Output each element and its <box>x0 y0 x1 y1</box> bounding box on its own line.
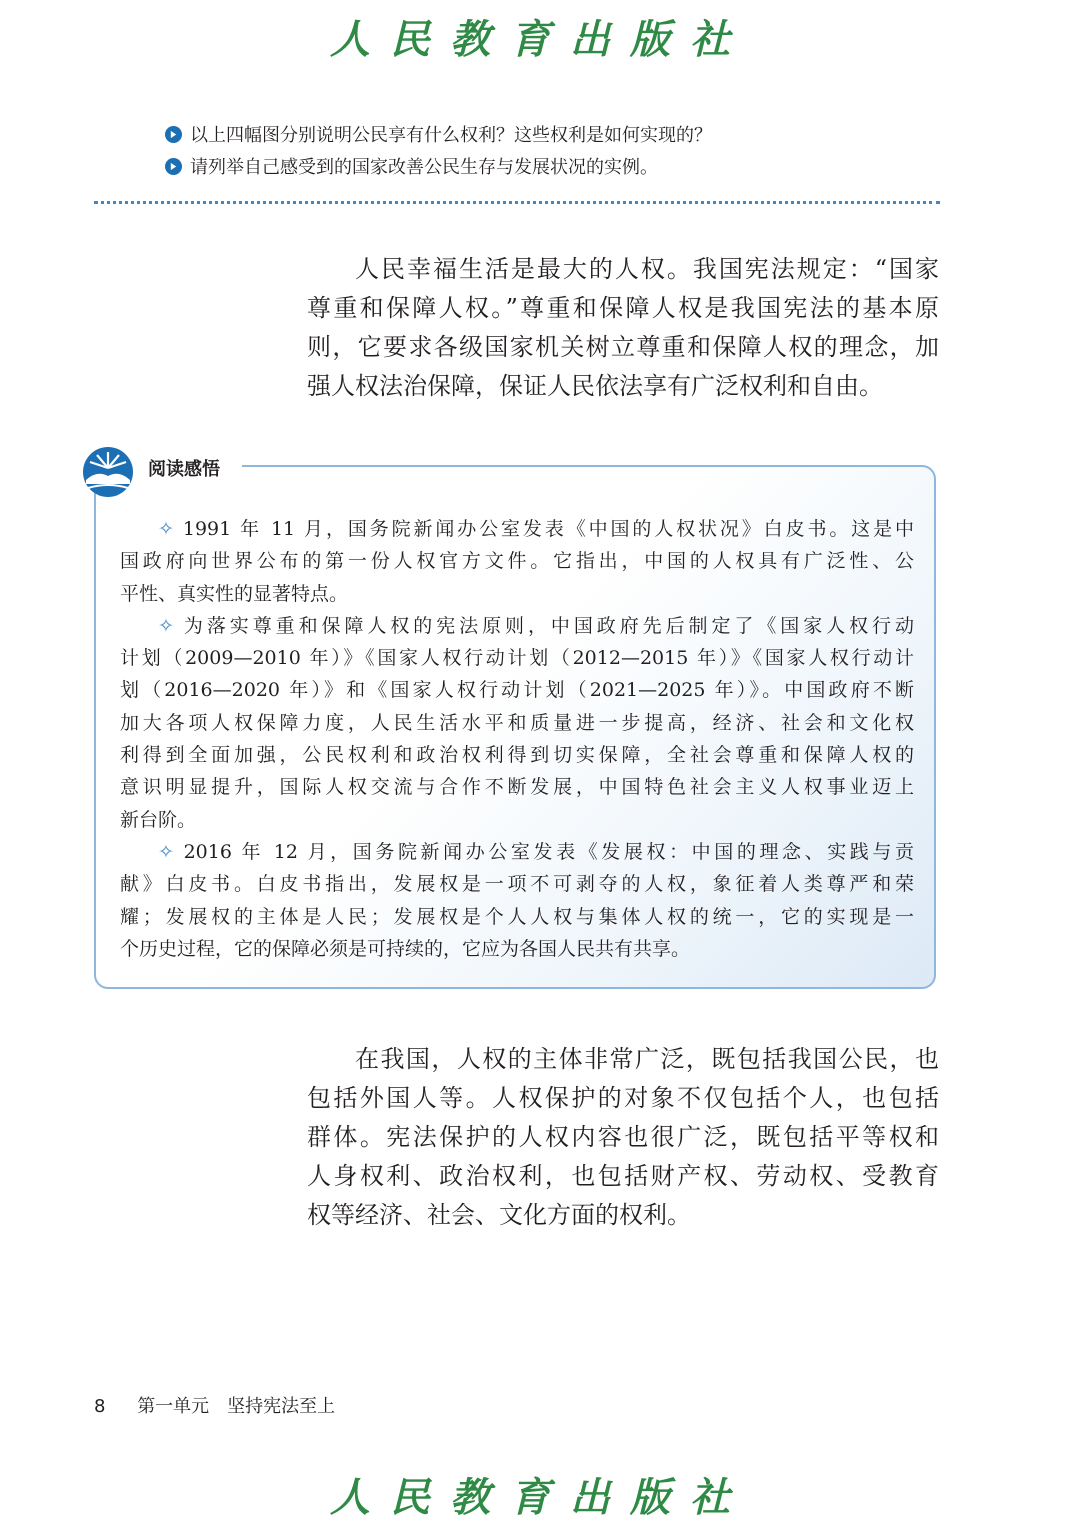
reading-line: ✧ 为落实尊重和保障人权的宪法原则，中国政府先后制定了《国家人权行动 <box>158 614 914 637</box>
arrow-right-icon <box>165 158 182 175</box>
diamond-icon: ✧ <box>158 518 174 540</box>
publisher-header: 人民教育出版社 <box>330 16 750 63</box>
page-number: 8 <box>94 1396 106 1417</box>
question-text: 请列举自己感受到的国家改善公民生存与发展状况的实例。 <box>190 157 658 178</box>
text-line: 包括外国人等。人权保护的对象不仅包括个人，也包括 <box>307 1084 939 1112</box>
arrow-right-icon <box>165 126 182 143</box>
reading-line: 利得到全面加强，公民权利和政治权利得到切实保障，全社会尊重和保障人权的 <box>120 744 914 767</box>
reading-line: 耀；发展权的主体是人民；发展权是个人人权与集体人权的统一，它的实现是一 <box>120 905 914 928</box>
diamond-icon: ✧ <box>158 614 174 637</box>
question-item <box>165 118 955 150</box>
text-line: 群体。宪法保护的人权内容也很广泛，既包括平等权和 <box>307 1123 939 1151</box>
reading-line: 个历史过程，它的保障必须是可持续的，它应为各国人民共有共享。 <box>120 937 691 960</box>
text-line: 在我国，人权的主体非常广泛，既包括我国公民，也 <box>355 1045 939 1073</box>
diamond-icon: ✧ <box>158 840 174 863</box>
text-line: 人民幸福生活是最大的人权。我国宪法规定：“国家 <box>355 255 939 283</box>
text-line: 人身权利、政治权利，也包括财产权、劳动权、受教育 <box>307 1162 939 1190</box>
body-paragraph-rights-scope <box>307 1040 939 1235</box>
text-line: 则，它要求各级国家机关树立尊重和保障人权的理念，加 <box>307 333 939 361</box>
reading-line: 加大各项人权保障力度，人民生活水平和质量进一步提高，经济、社会和文化权 <box>120 711 914 734</box>
question-item <box>165 150 955 182</box>
unit-title: 第一单元 坚持宪法至上 <box>137 1396 336 1417</box>
text-line: 强人权法治保障，保证人民依法享有广泛权利和自由。 <box>307 372 883 400</box>
dotted-divider <box>94 201 940 204</box>
reading-line: 平性、真实性的显著特点。 <box>120 582 349 605</box>
discussion-questions <box>165 118 955 182</box>
reading-line: 国政府向世界公布的第一份人权官方文件。它指出，中国的人权具有广泛性、公 <box>120 550 914 573</box>
reading-logo-icon <box>82 446 134 498</box>
reading-line: 意识明显提升，国际人权交流与合作不断发展，中国特色社会主义人权事业迈上 <box>120 776 914 799</box>
reading-line: ✧ 2016 年 12 月，国务院新闻办公室发表《发展权：中国的理念、实践与贡 <box>158 840 914 863</box>
text-line: 尊重和保障人权。”尊重和保障人权是我国宪法的基本原 <box>307 294 939 322</box>
reading-line: 新台阶。 <box>120 808 197 831</box>
reading-body <box>120 513 914 965</box>
reading-line: 划（2016—2020 年）》和《国家人权行动计划（2021—2025 年）》。中国政府不断 <box>120 679 914 702</box>
publisher-footer: 人民教育出版社 <box>330 1474 750 1521</box>
question-text: 以上四幅图分别说明公民享有什么权利？这些权利是如何实现的？ <box>190 125 712 146</box>
reading-line: ✧ 1991 年 11 月，国务院新闻办公室发表《中国的人权状况》白皮书。这是中 <box>158 518 914 540</box>
reading-line: 计划（2009—2010 年）》《国家人权行动计划（2012—2015 年）》《国家人权行动计 <box>120 647 914 670</box>
reading-title: 阅读感悟 <box>148 459 220 480</box>
body-paragraph-human-rights <box>307 250 939 406</box>
page-footer <box>94 1392 335 1418</box>
reading-line: 献》白皮书。白皮书指出，发展权是一项不可剥夺的人权，象征着人类尊严和荣 <box>120 873 914 896</box>
text-line: 权等经济、社会、文化方面的权利。 <box>307 1201 691 1229</box>
